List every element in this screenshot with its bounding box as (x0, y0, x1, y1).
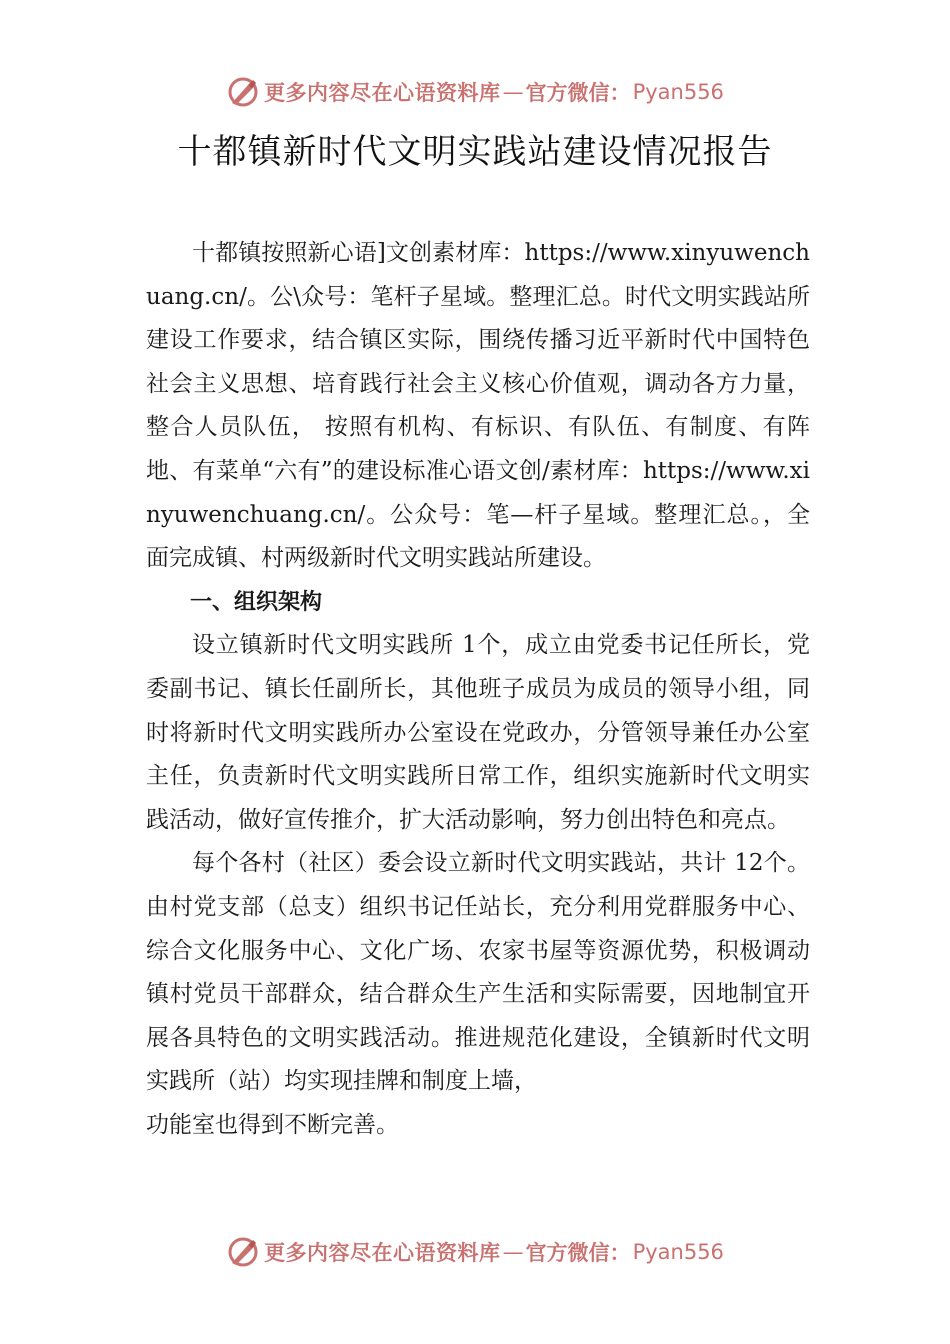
watermark-footer (0, 1232, 950, 1272)
paragraph-institute: 设立镇新时代文明实践所 1个，成立由党委书记任所长，党委副书记、镇长任副所长，其他班子成员为成员的领导小组，同时将新时代文明实践所办公室设在党政办，分管领导兼任办公室主任，负责新时代文明实践所日常工作，组织实施新时代文明实践活动，做好宣传推介，扩大活动影响，努力创出特色和亮点。 (146, 632, 810, 833)
watermark-separator: — (502, 80, 524, 104)
document-body (146, 232, 810, 1147)
watermark-text: 更多内容尽在心语资料库 (264, 1240, 501, 1265)
paragraph-stations: 每个各村（社区）委会设立新时代文明实践站，共计 12个。由村党支部（总支）组织书记任站长，充分利用党群服务中心、综合文化服务中心、文化广场、农家书屋等资源优势，积极调动镇村党员干部群众，结合群众生产生活和实际需要，因地制宜开展各具特色的文明实践活动。推进规范化建设，全镇新时代文明实践所（站）均实现挂牌和制度上墙， (146, 850, 810, 1095)
watermark-text: 更多内容尽在心语资料库 (264, 80, 501, 105)
watermark-official: 官方微信： (525, 80, 631, 105)
watermark-separator: — (502, 1240, 524, 1264)
watermark-id: Pyan556 (632, 80, 724, 104)
document-title: 十都镇新时代文明实践站建设情况报告 (177, 132, 773, 172)
watermark-id: Pyan556 (632, 1240, 724, 1264)
pen-logo-icon (226, 1235, 260, 1269)
pen-logo-icon (226, 75, 260, 109)
paragraph-continuation: 功能室也得到不断完善。 (146, 1111, 399, 1138)
paragraph-intro: 十都镇按照新心语]文创素材库：https://www.xinyuwenchuang.cn/。公\众号：笔杆子星域。整理汇总。时代文明实践站所建设工作要求，结合镇区实际，围绕传播习近平新时代中国特色社会主义思想、培育践行社会主义核心价值观，调动各方力量，整合人员队伍， 按照有机构、有标识、有队伍、有制度、有阵地、有菜单“六有”的建设标准心语文创/素材库：https://www.xinyuwenchuang.cn/。公众号：笔—杆子星域。整理汇总。，全面完成镇、村两级新时代文明实践站所建设。 (146, 240, 810, 572)
section-heading: 一、组织架构 (190, 589, 323, 615)
watermark-header (0, 72, 950, 112)
watermark-official: 官方微信： (525, 1240, 631, 1265)
